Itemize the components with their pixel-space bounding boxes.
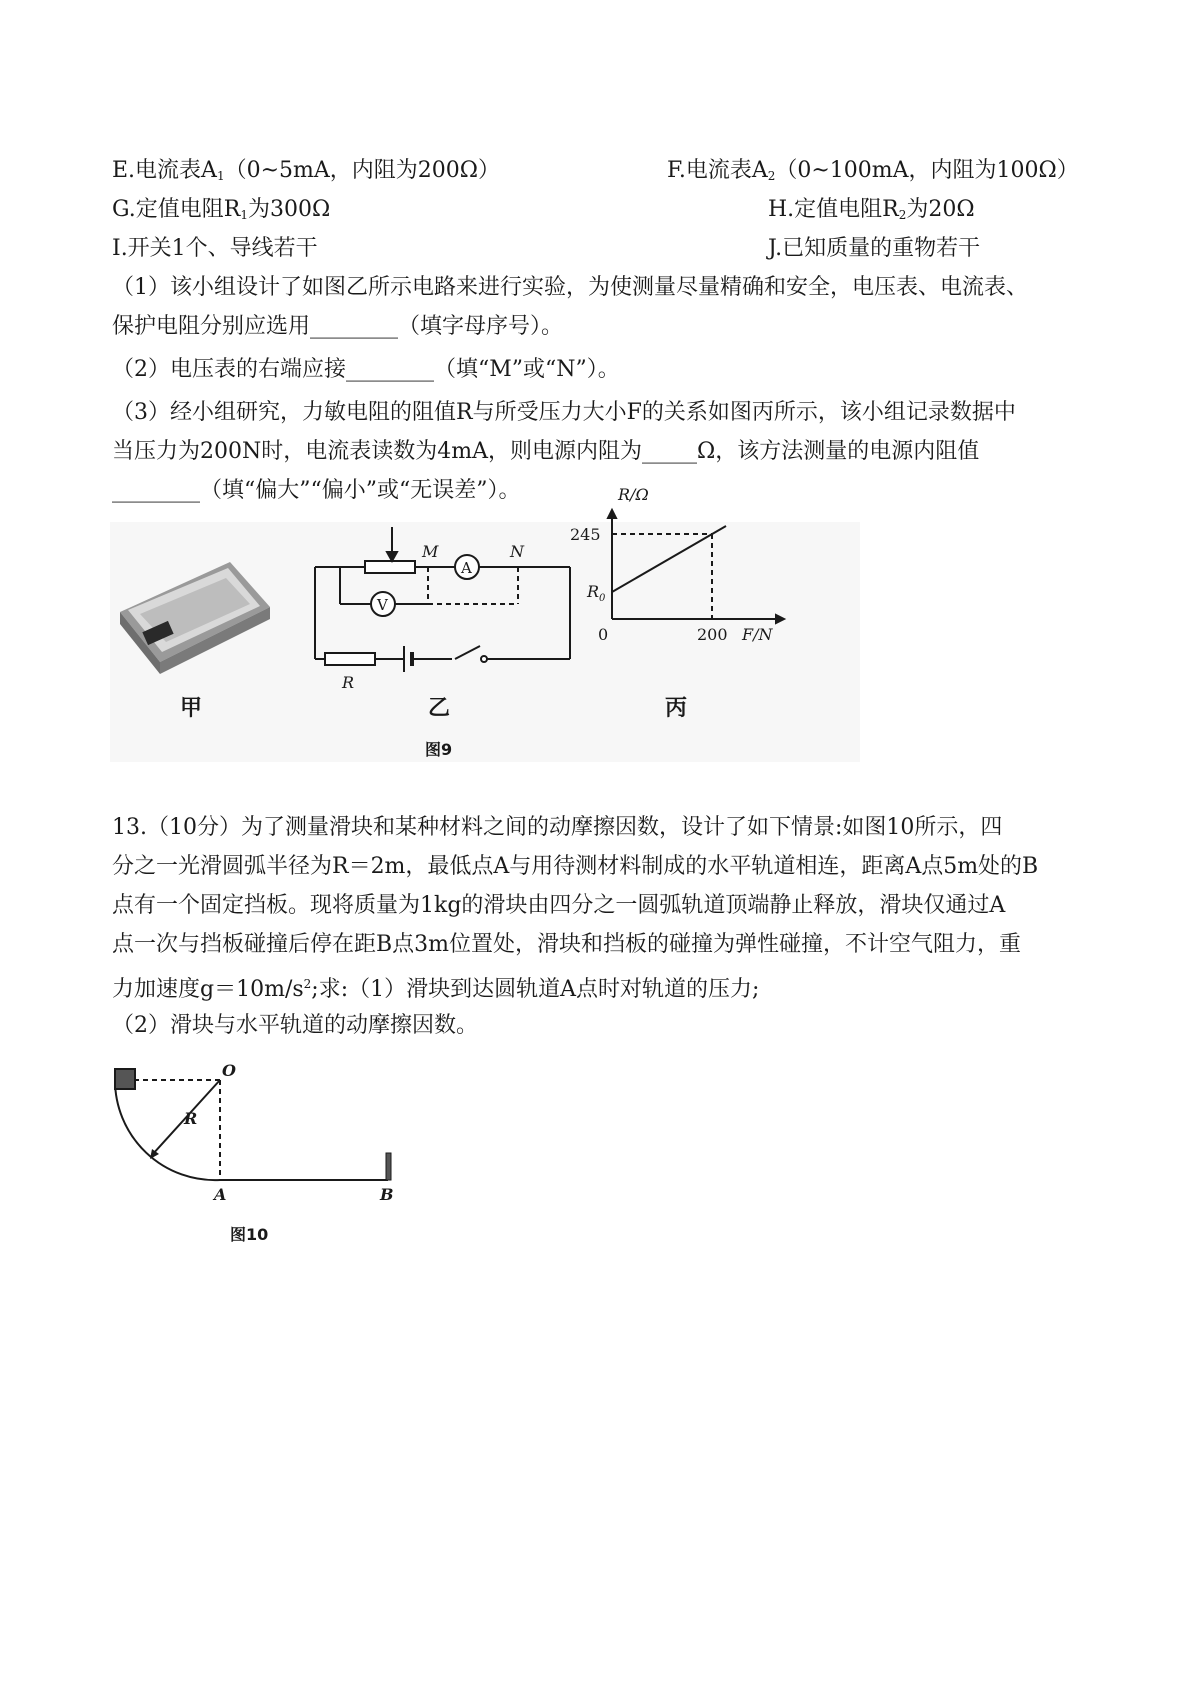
- q13-line4: 点一次与挡板碰撞后停在距B点3m位置处，滑块和挡板的碰撞为弹性碰撞，不计空气阻力，重: [112, 932, 1022, 957]
- voltmeter-symbol-label: V: [377, 596, 388, 614]
- figure-9-label-jia: 甲: [180, 696, 203, 721]
- option-e: E.电流表$A_1(0\sim 5mA$，内阻为200Ω）: [112, 158, 501, 183]
- option-j: J.已知质量的重物若干: [768, 236, 981, 261]
- point-a-label: A: [214, 1185, 227, 1204]
- graph-x-axis-label: F/N: [742, 625, 773, 644]
- baffle-plate: [386, 1153, 391, 1180]
- q13-line3: 点有一个固定挡板。现将质量为1kg的滑块由四分之一圆弧轨道顶端静止释放，滑块仅通过A: [112, 893, 1006, 918]
- q13-line1: 13.（10分）为了测量滑块和某种材料之间的动摩擦因数，设计了如下情景:如图10所示，四: [112, 815, 1003, 840]
- circuit-label-n: N: [510, 542, 524, 561]
- q12-part1-line1: （1）该小组设计了如图乙所示电路来进行实验，为使测量尽量精确和安全，电压表、电流表、: [112, 275, 1029, 300]
- ammeter-symbol-label: A: [461, 559, 472, 577]
- q13-line6: （2）滑块与水平轨道的动摩擦因数。: [112, 1013, 478, 1038]
- radius-label: R: [184, 1109, 198, 1128]
- figure-10: [110, 1060, 410, 1260]
- q12-part3-line1: （3）经小组研究，力敏电阻的阻值R与所受压力大小F的关系如图丙所示，该小组记录数据中: [112, 400, 1016, 425]
- q12-part3-line3: ________（填“偏大”“偏小”或“无误差”）。: [112, 478, 521, 503]
- figure-9-caption: 图9: [425, 740, 453, 759]
- graph-x-tick-200: 200: [697, 625, 728, 644]
- q12-part2: （2）电压表的右端应接________（填“M”或“N”）。: [112, 357, 620, 382]
- quarter-arc-track: [115, 1080, 220, 1180]
- q12-part1-line2: 保护电阻分别应选用________（填字母序号）。: [112, 314, 564, 339]
- q13-line2: 分之一光滑圆弧半径为R＝2m，最低点A与用待测材料制成的水平轨道相连，距离A点5m处的B: [112, 854, 1039, 879]
- figure-10-caption: 图10: [230, 1225, 269, 1244]
- option-h: H.定值电阻$R_2$为20Ω: [768, 197, 975, 222]
- option-f: F.电流表$A_2(0\sim 100mA$，内阻为100Ω）: [667, 158, 1079, 183]
- q13-line5: 力加速度$g=10m/s^2$;求:（1）滑块到达圆轨道A点时对轨道的压力;: [112, 977, 760, 1002]
- graph-origin-label: 0: [598, 625, 609, 644]
- figure-9-label-bing: 丙: [665, 696, 688, 721]
- slider-block: [115, 1069, 135, 1089]
- graph-y0-label: $R_0$: [587, 582, 606, 604]
- option-g: G.定值电阻$R_1$为300Ω: [112, 197, 331, 222]
- figure-9-label-yi: 乙: [428, 696, 451, 721]
- q12-part3-line2: 当压力为200N时，电流表读数为4mA，则电源内阻为_____Ω，该方法测量的电源内阻值: [112, 439, 980, 464]
- graph-y-tick-245: 245: [570, 525, 601, 544]
- option-i: I.开关1个、导线若干: [112, 236, 318, 261]
- circuit-label-m: M: [422, 542, 439, 561]
- circuit-label-r: R: [342, 673, 355, 692]
- point-b-label: B: [380, 1185, 394, 1204]
- point-o-label: O: [222, 1061, 236, 1080]
- graph-y-axis-label: R/Ω: [618, 485, 649, 504]
